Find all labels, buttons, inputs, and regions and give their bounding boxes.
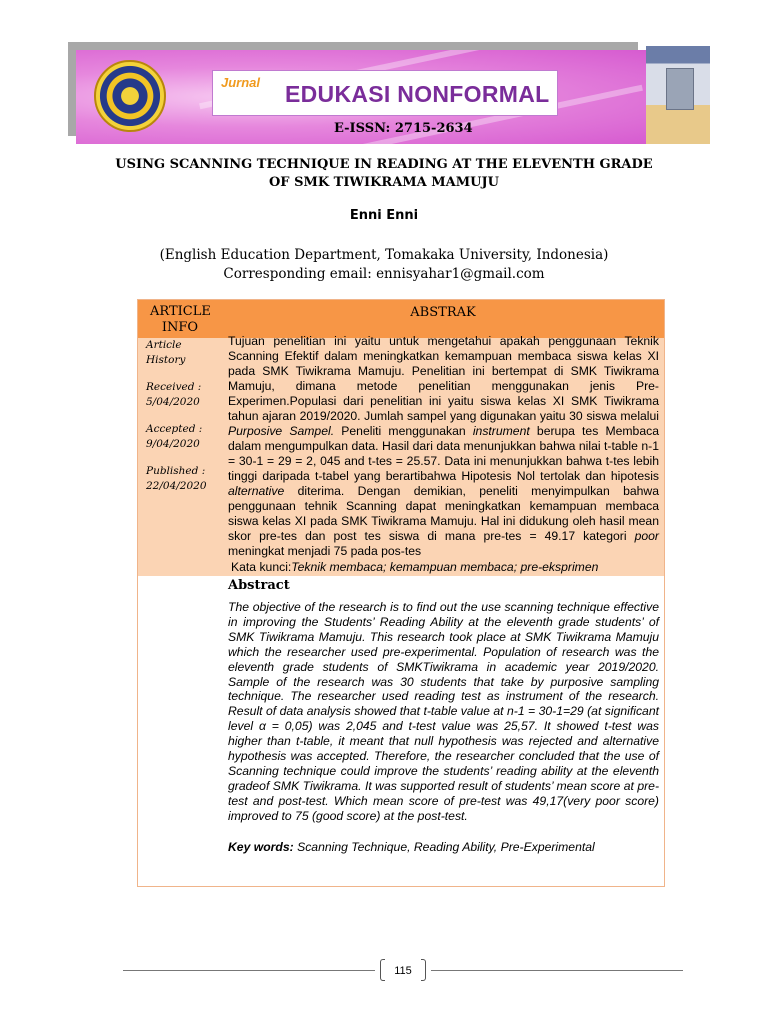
journal-banner (76, 50, 646, 144)
author-name: Enni Enni (349, 208, 419, 223)
corresponding-email: Corresponding email: ennisyahar1@gmail.com (223, 266, 545, 282)
received-label: Received : (146, 381, 202, 393)
page-number-box (380, 959, 426, 983)
accepted-date: 9/04/2020 (146, 438, 200, 450)
accepted-label: Accepted : (146, 423, 203, 435)
university-seal-icon (94, 60, 166, 132)
kata-kunci: Kata kunci:Teknik membaca; kemampuan membaca; pre-eksprimen (231, 560, 599, 574)
affiliation-block (80, 246, 688, 284)
journal-name: EDUKASI NONFORMAL (285, 81, 550, 107)
affiliation: (English Education Department, Tomakaka University, Indonesia) (159, 247, 609, 263)
cover-building-icon (666, 68, 694, 110)
page-number: 115 (394, 965, 412, 977)
right-bracket-icon (421, 959, 426, 981)
abstrak-heading: ABSTRAK (410, 305, 476, 320)
article-info-table (137, 299, 665, 887)
abstract-heading: Abstract (228, 578, 290, 593)
title-line-1: USING SCANNING TECHNIQUE IN READING AT THE ELEVENTH GRADE (115, 157, 653, 172)
abstrak-text: Tujuan penelitian ini yaitu untuk mengetahui apakah penggunaan Teknik Scanning Efektif dalam meningkatkan kemampuan membaca siswa kelas XI pada SMK Tiwikrama Mamuju. Penelitian ini bertempat di SMK Tiwikrama Mamuju, dimana metode penelitian menggunakan jenis Pre-Experimen.Populasi dari penelitian ini yaitu siswa kelas XI SMK Tiwikrama tahun ajaran 2019/2020. Jumlah sampel yang digunakan yaitu 30 siswa melalui Purposive Sampel. Peneliti menggunakan instrument berupa tes Membaca dalam mengumpulkan data. Hasil dari data menunjukkan bahwa nilai t-table n-1 = 30-1 = 29 = 2, 045 and t-tes = 25.57. Data ini menunjukkan bahwa t-tes lebih tinggi daripada t-tabel yang berartibahwa Hipotesis Nol tertolak dan hipotesis alternative diterima. Dengan demikian, peneliti menyimpulkan bahwa penggunaan tehnik Scanning dapat meningkatkan kemampuan membaca siswa kelas XI pada SMK Tiwikrama Mamuju. Hal ini didukung oleh hasil mean skor pre-tes dan post tes siswa di mana pre-tes = 49.17 kategori poor meningkat menjadi 75 pada pos-tes (228, 334, 659, 558)
abstract-text: The objective of the research is to find out the use scanning technique effective in improving the Students’ Reading Ability at the eleventh grade students’ of SMK Tiwikrama Mamuju. This research took place at SMK Tiwikrama Mamuju which the researcher used pre-experimental. Population of research was the eleventh grade students of SMKTiwikrama in academic year 2019/2020. Sample of the research was 30 students that take by purposive sampling technique. The researcher used reading test as instrument of the research. Result of data analysis showed that t-table value at n-1 = 30-1=29 (at significant level α = 0,05) was 2,045 and t-test value was 25,57. It showed t-test was higher than t-table, it meant that null hypothesis was rejected and alternative hypothesis was accepted. Therefore, the researcher concluded that the use of Scanning technique could improve the students’ reading ability at the eleventh gradeof SMK Tiwikrama. It was supported result of students’ mean score at pre-test and post-test. Which mean score of pre-test was 49,17(very poor score) improved to 75 (good score) at the post-test. (228, 600, 659, 823)
journal-prefix: Jurnal (221, 75, 261, 90)
table-header (138, 300, 664, 338)
title-line-2: OF SMK TIWIKRAMA MAMUJU (268, 175, 499, 190)
published-label: Published : (146, 465, 206, 477)
issn: E-ISSN: 2715-2634 (334, 121, 473, 136)
left-bracket-icon (380, 959, 385, 981)
paper-title (100, 156, 668, 192)
received-date: 5/04/2020 (146, 396, 200, 408)
article-history-label: Article History (146, 339, 186, 366)
journal-title-box (212, 70, 558, 116)
key-words: Key words: Scanning Technique, Reading Ability, Pre-Experimental (228, 840, 595, 854)
published-date: 22/04/2020 (146, 480, 207, 492)
journal-cover-thumbnail (646, 46, 710, 144)
footer-rule-left (123, 970, 375, 971)
footer-rule-right (431, 970, 683, 971)
article-info-heading: ARTICLE INFO (150, 304, 211, 335)
